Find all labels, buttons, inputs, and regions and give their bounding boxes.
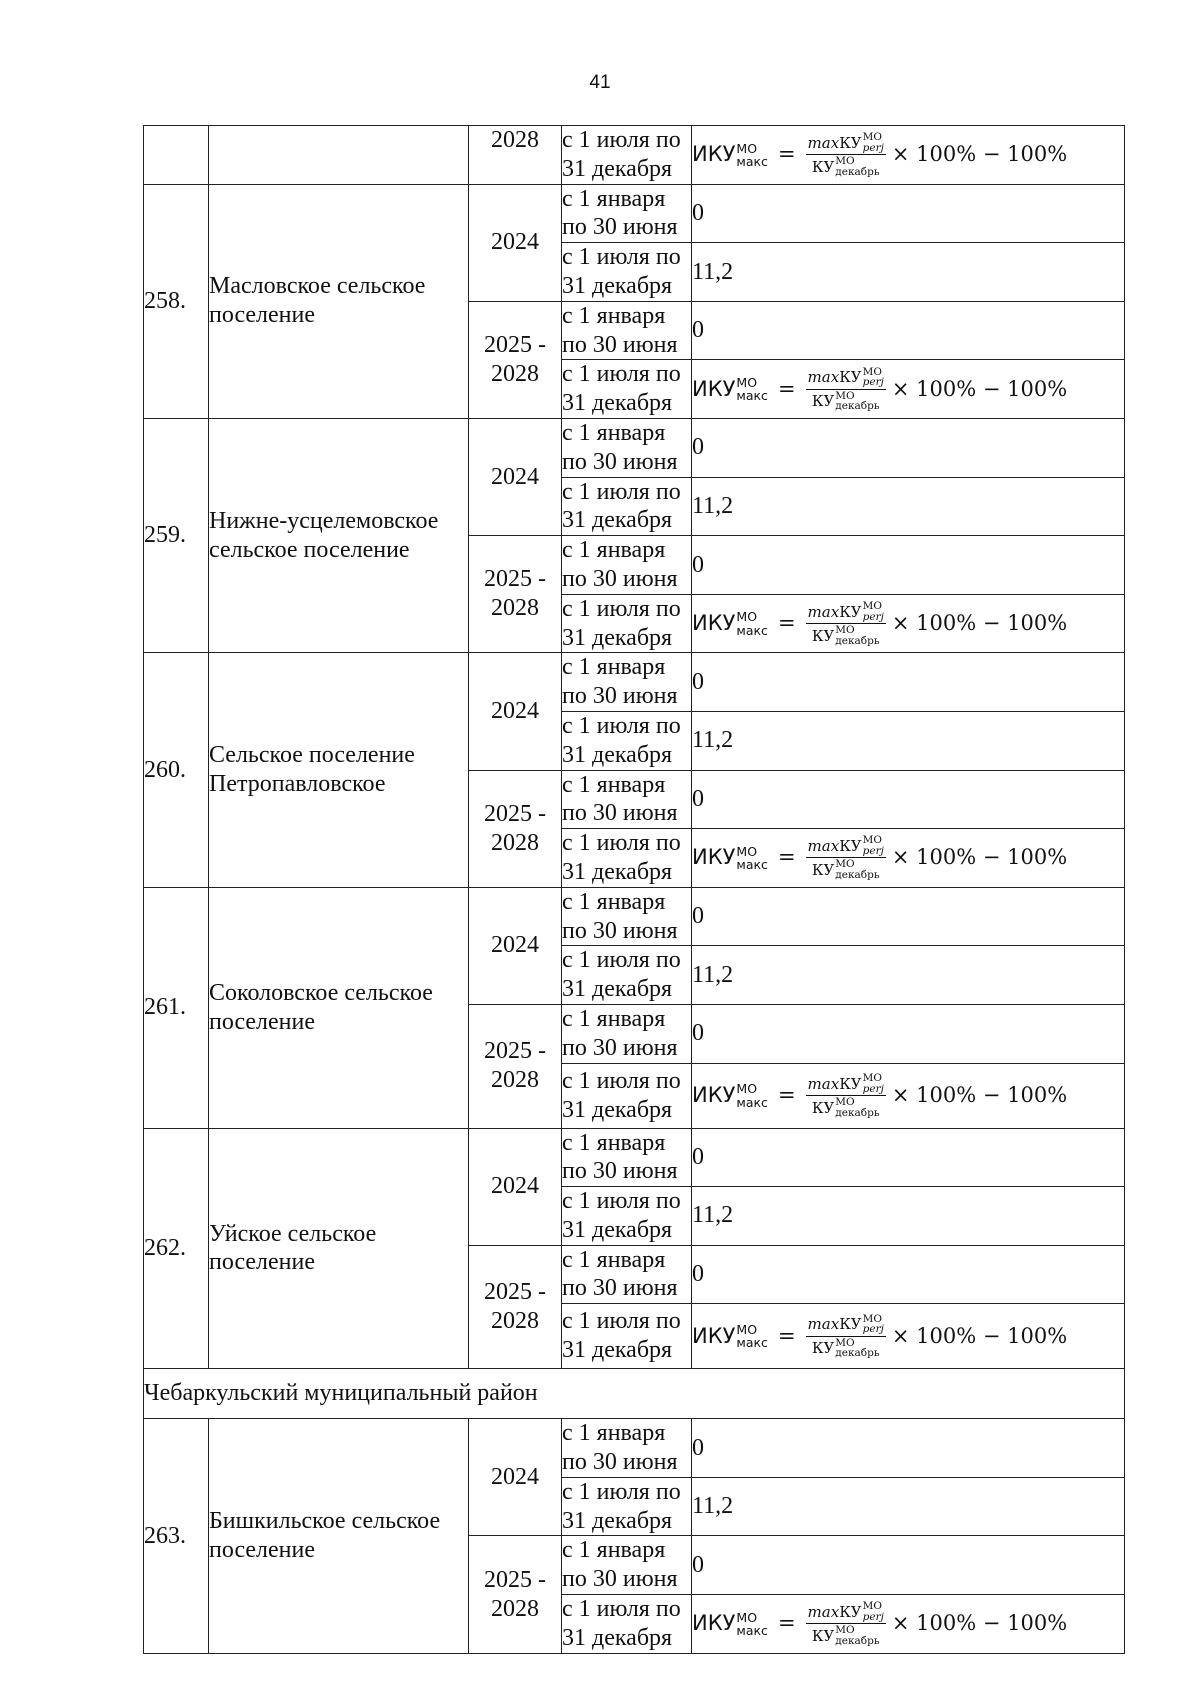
formula-equals: =	[777, 845, 796, 870]
entry-number: 263.	[144, 1419, 209, 1653]
entry-period	[562, 360, 692, 419]
formula-fraction	[806, 132, 886, 177]
formula-lhs-sub: макс	[736, 856, 768, 872]
formula-denominator: КУ МО декабрь	[811, 1336, 880, 1360]
entry-name	[209, 126, 469, 185]
period-line: по 30 июня	[562, 214, 678, 241]
year-line: 2025 -	[484, 1038, 546, 1065]
period-line: по 30 июня	[562, 331, 678, 358]
entry-period	[562, 1128, 692, 1187]
value-formula	[692, 360, 1125, 419]
entry-period	[562, 1477, 692, 1536]
entry-period	[562, 770, 692, 829]
period-line: по 30 июня	[562, 1034, 678, 1061]
period-line: с 1 июля по	[562, 712, 681, 739]
period-line: с 1 июля по	[562, 947, 681, 974]
tariff-table	[143, 125, 1125, 1654]
period-line: с 1 июля по	[562, 830, 681, 857]
value-formula	[692, 1304, 1125, 1369]
entry-period	[562, 653, 692, 712]
entry-period	[562, 243, 692, 302]
entry-value: 0	[692, 301, 1125, 360]
region-row	[144, 1369, 1125, 1419]
period-line: с 1 января	[562, 888, 666, 915]
value-formula	[692, 594, 1125, 653]
formula-equals: =	[777, 1611, 796, 1636]
entry-year-2025-2028	[469, 1536, 562, 1653]
entry-period	[562, 1304, 692, 1369]
period-line: 31 декабря	[562, 741, 673, 768]
period-line: 31 декабря	[562, 1096, 673, 1123]
year-line: 2028	[491, 1307, 539, 1334]
entry-value: 0	[692, 1419, 1125, 1478]
period-line: с 1 июля по	[562, 478, 681, 505]
entry-year-2025-2028	[469, 1245, 562, 1369]
formula-lhs-sub: макс	[736, 1622, 768, 1638]
formula-tail: × 100% − 100%	[891, 142, 1068, 167]
period-line: с 1 января	[562, 302, 666, 329]
period-line: с 1 января	[562, 1129, 666, 1156]
entry-year: 2028	[469, 126, 562, 185]
page-number: 41	[589, 72, 611, 93]
period-line: 31 декабря	[562, 624, 673, 651]
formula-lhs-sub: макс	[736, 622, 768, 638]
region-title: Чебаркульский муниципальный район	[144, 1369, 1125, 1419]
entry-number	[144, 126, 209, 185]
formula-equals: =	[777, 1323, 796, 1348]
table-row	[144, 1419, 1125, 1478]
formula-denominator: КУ МО декабрь	[811, 858, 880, 881]
value-formula	[692, 1063, 1125, 1128]
entry-name: Соколовское сельское поселение	[209, 887, 469, 1128]
entry-period	[562, 1245, 692, 1304]
period-line: по 30 июня	[562, 1449, 678, 1476]
table-row	[144, 126, 1125, 185]
formula-denominator: КУ МО декабрь	[811, 389, 880, 413]
formula-lhs-sup: МО	[736, 1609, 758, 1625]
table-row	[144, 1128, 1125, 1187]
entry-period	[562, 1595, 692, 1654]
formula-equals: =	[777, 1082, 796, 1107]
period-line: с 1 июля по	[562, 1308, 681, 1335]
formula-numerator: max КУ МО perj	[807, 1600, 884, 1623]
entry-period	[562, 946, 692, 1005]
formula-equals: =	[777, 376, 796, 401]
period-line: с 1 июля по	[562, 1067, 681, 1094]
formula-fraction	[806, 1601, 886, 1646]
entry-value: 0	[692, 418, 1125, 477]
formula-equals: =	[777, 142, 796, 167]
max-index-formula	[692, 1073, 1067, 1118]
formula-lhs: ИКУ	[692, 1611, 736, 1636]
formula-denominator: КУ МО декабрь	[811, 1624, 880, 1647]
max-index-formula	[692, 835, 1067, 880]
entry-number: 261.	[144, 887, 209, 1128]
value-formula	[692, 126, 1125, 185]
formula-denominator: КУ МО декабрь	[811, 624, 880, 647]
period-line: с 1 января	[562, 654, 666, 681]
entry-value: 0	[692, 536, 1125, 595]
period-line: с 1 июля по	[562, 595, 681, 622]
entry-name: Уйское сельское поселение	[209, 1128, 469, 1369]
formula-lhs: ИКУ	[692, 610, 736, 635]
year-line: 2028	[491, 1067, 539, 1094]
period-line: с 1 января	[562, 537, 666, 564]
entry-period	[562, 184, 692, 243]
period-line: по 30 июня	[562, 683, 678, 710]
entry-value: 0	[692, 1004, 1125, 1063]
entry-year-2024: 2024	[469, 887, 562, 1004]
formula-lhs: ИКУ	[692, 142, 736, 167]
period-line: с 1 июля по	[562, 127, 681, 153]
formula-lhs-sup: МО	[736, 609, 758, 625]
entry-period	[562, 829, 692, 888]
entry-period	[562, 887, 692, 946]
formula-lhs-sup: МО	[736, 843, 758, 859]
entry-value: 11,2	[692, 946, 1125, 1005]
formula-lhs-sub: макс	[736, 388, 768, 404]
period-line: с 1 июля по	[562, 361, 681, 388]
formula-numerator: max КУ МО perj	[807, 834, 884, 857]
period-line: по 30 июня	[562, 800, 678, 827]
formula-lhs: ИКУ	[692, 376, 736, 401]
entry-period	[562, 1004, 692, 1063]
entry-value: 0	[692, 1128, 1125, 1187]
entry-year-2025-2028	[469, 301, 562, 418]
formula-fraction	[806, 601, 886, 646]
entry-value: 0	[692, 184, 1125, 243]
formula-tail: × 100% − 100%	[891, 1611, 1068, 1636]
entry-year-2024: 2024	[469, 418, 562, 535]
formula-fraction	[806, 835, 886, 880]
entry-value: 11,2	[692, 1187, 1125, 1246]
formula-lhs-sub: макс	[736, 1094, 768, 1110]
formula-lhs: ИКУ	[692, 1082, 736, 1107]
table-row	[144, 887, 1125, 946]
period-line: по 30 июня	[562, 565, 678, 592]
year-line: 2028	[491, 595, 539, 622]
year-line: 2028	[491, 1595, 539, 1622]
entry-period	[562, 1419, 692, 1478]
formula-fraction	[806, 367, 886, 412]
entry-year-2024: 2024	[469, 184, 562, 301]
max-index-formula	[692, 132, 1067, 177]
formula-equals: =	[777, 610, 796, 635]
period-line: с 1 июля по	[562, 244, 681, 271]
max-index-formula	[692, 1601, 1067, 1646]
formula-fraction	[806, 1314, 886, 1359]
period-line: с 1 января	[562, 1420, 666, 1447]
entry-year-2024: 2024	[469, 1419, 562, 1536]
period-line: с 1 января	[562, 185, 666, 212]
entry-name: Масловское сельское поселение	[209, 184, 469, 418]
formula-lhs-sub: макс	[736, 153, 768, 169]
entry-value: 11,2	[692, 243, 1125, 302]
year-line: 2025 -	[484, 800, 546, 827]
value-formula	[692, 1595, 1125, 1654]
period-line: с 1 июля по	[562, 1188, 681, 1215]
period-line: 31 декабря	[562, 1216, 673, 1243]
entry-year-2024: 2024	[469, 653, 562, 770]
entry-value: 0	[692, 887, 1125, 946]
period-line: по 30 июня	[562, 1566, 678, 1593]
table-row	[144, 418, 1125, 477]
max-index-formula	[692, 1314, 1067, 1359]
year-line: 2028	[491, 829, 539, 856]
entry-number: 262.	[144, 1128, 209, 1369]
entry-year-2024: 2024	[469, 1128, 562, 1245]
entry-period	[562, 1187, 692, 1246]
max-index-formula	[692, 367, 1067, 412]
period-line: 31 декабря	[562, 507, 673, 534]
entry-value: 0	[692, 770, 1125, 829]
entry-value: 11,2	[692, 1477, 1125, 1536]
entry-period	[562, 126, 692, 185]
period-line: с 1 января	[562, 771, 666, 798]
formula-numerator: max КУ МО perj	[807, 1312, 884, 1336]
entry-period	[562, 594, 692, 653]
max-index-formula	[692, 601, 1067, 646]
formula-tail: × 100% − 100%	[891, 376, 1068, 401]
entry-period	[562, 477, 692, 536]
formula-lhs-sup: МО	[736, 1322, 758, 1338]
entry-value: 0	[692, 1245, 1125, 1304]
tariff-table-body	[144, 126, 1125, 1654]
formula-tail: × 100% − 100%	[891, 845, 1068, 870]
period-line: с 1 января	[562, 419, 666, 446]
year-line: 2025 -	[484, 332, 546, 359]
period-line: по 30 июня	[562, 1158, 678, 1185]
period-line: по 30 июня	[562, 917, 678, 944]
year-line: 2025 -	[484, 566, 546, 593]
period-line: 31 декабря	[562, 976, 673, 1003]
entry-number: 260.	[144, 653, 209, 887]
year-line: 2028	[491, 360, 539, 387]
formula-lhs: ИКУ	[692, 1323, 736, 1348]
period-line: 31 декабря	[562, 272, 673, 299]
formula-denominator: КУ МО декабрь	[811, 1096, 880, 1119]
entry-period	[562, 418, 692, 477]
formula-lhs: ИКУ	[692, 845, 736, 870]
year-line: 2025 -	[484, 1566, 546, 1593]
entry-period	[562, 1536, 692, 1595]
period-line: 31 декабря	[562, 1507, 673, 1534]
formula-tail: × 100% − 100%	[891, 1082, 1068, 1107]
period-line: 31 декабря	[562, 390, 673, 417]
period-line: по 30 июня	[562, 1275, 678, 1302]
entry-value: 0	[692, 1536, 1125, 1595]
formula-numerator: max КУ МО perj	[807, 600, 884, 623]
entry-period	[562, 711, 692, 770]
table-row	[144, 184, 1125, 243]
entry-number: 258.	[144, 184, 209, 418]
formula-lhs-sup: МО	[736, 1081, 758, 1097]
entry-number: 259.	[144, 418, 209, 652]
year-line: 2025 -	[484, 1279, 546, 1306]
formula-numerator: max КУ МО perj	[807, 1072, 884, 1095]
period-line: по 30 июня	[562, 448, 678, 475]
period-line: с 1 июля по	[562, 1596, 681, 1623]
period-line: с 1 января	[562, 1537, 666, 1564]
formula-fraction	[806, 1073, 886, 1118]
entry-year-2025-2028	[469, 536, 562, 653]
formula-denominator: КУ МО декабрь	[811, 155, 880, 178]
entry-period	[562, 301, 692, 360]
entry-name: Сельское поселение Петропавловское	[209, 653, 469, 887]
entry-value: 11,2	[692, 711, 1125, 770]
table-row	[144, 653, 1125, 712]
period-line: 31 декабря	[562, 155, 673, 182]
entry-period	[562, 1063, 692, 1128]
value-formula	[692, 829, 1125, 888]
formula-tail: × 100% − 100%	[891, 1323, 1068, 1348]
entry-value: 11,2	[692, 477, 1125, 536]
formula-lhs-sup: МО	[736, 375, 758, 391]
period-line: с 1 января	[562, 1246, 666, 1273]
formula-numerator: max КУ МО perj	[807, 365, 884, 389]
entry-year-2025-2028	[469, 1004, 562, 1128]
entry-value: 0	[692, 653, 1125, 712]
period-line: 31 декабря	[562, 1624, 673, 1651]
formula-tail: × 100% − 100%	[891, 610, 1068, 635]
formula-lhs-sup: МО	[736, 140, 758, 156]
period-line: 31 декабря	[562, 1337, 673, 1364]
formula-lhs-sub: макс	[736, 1335, 768, 1351]
period-line: 31 декабря	[562, 858, 673, 885]
entry-name: Нижне-усцелемовское сельское поселение	[209, 418, 469, 652]
formula-numerator: max КУ МО perj	[807, 131, 884, 154]
period-line: с 1 января	[562, 1005, 666, 1032]
period-line: с 1 июля по	[562, 1478, 681, 1505]
entry-period	[562, 536, 692, 595]
entry-name: Бишкильское сельское поселение	[209, 1419, 469, 1653]
entry-year-2025-2028	[469, 770, 562, 887]
